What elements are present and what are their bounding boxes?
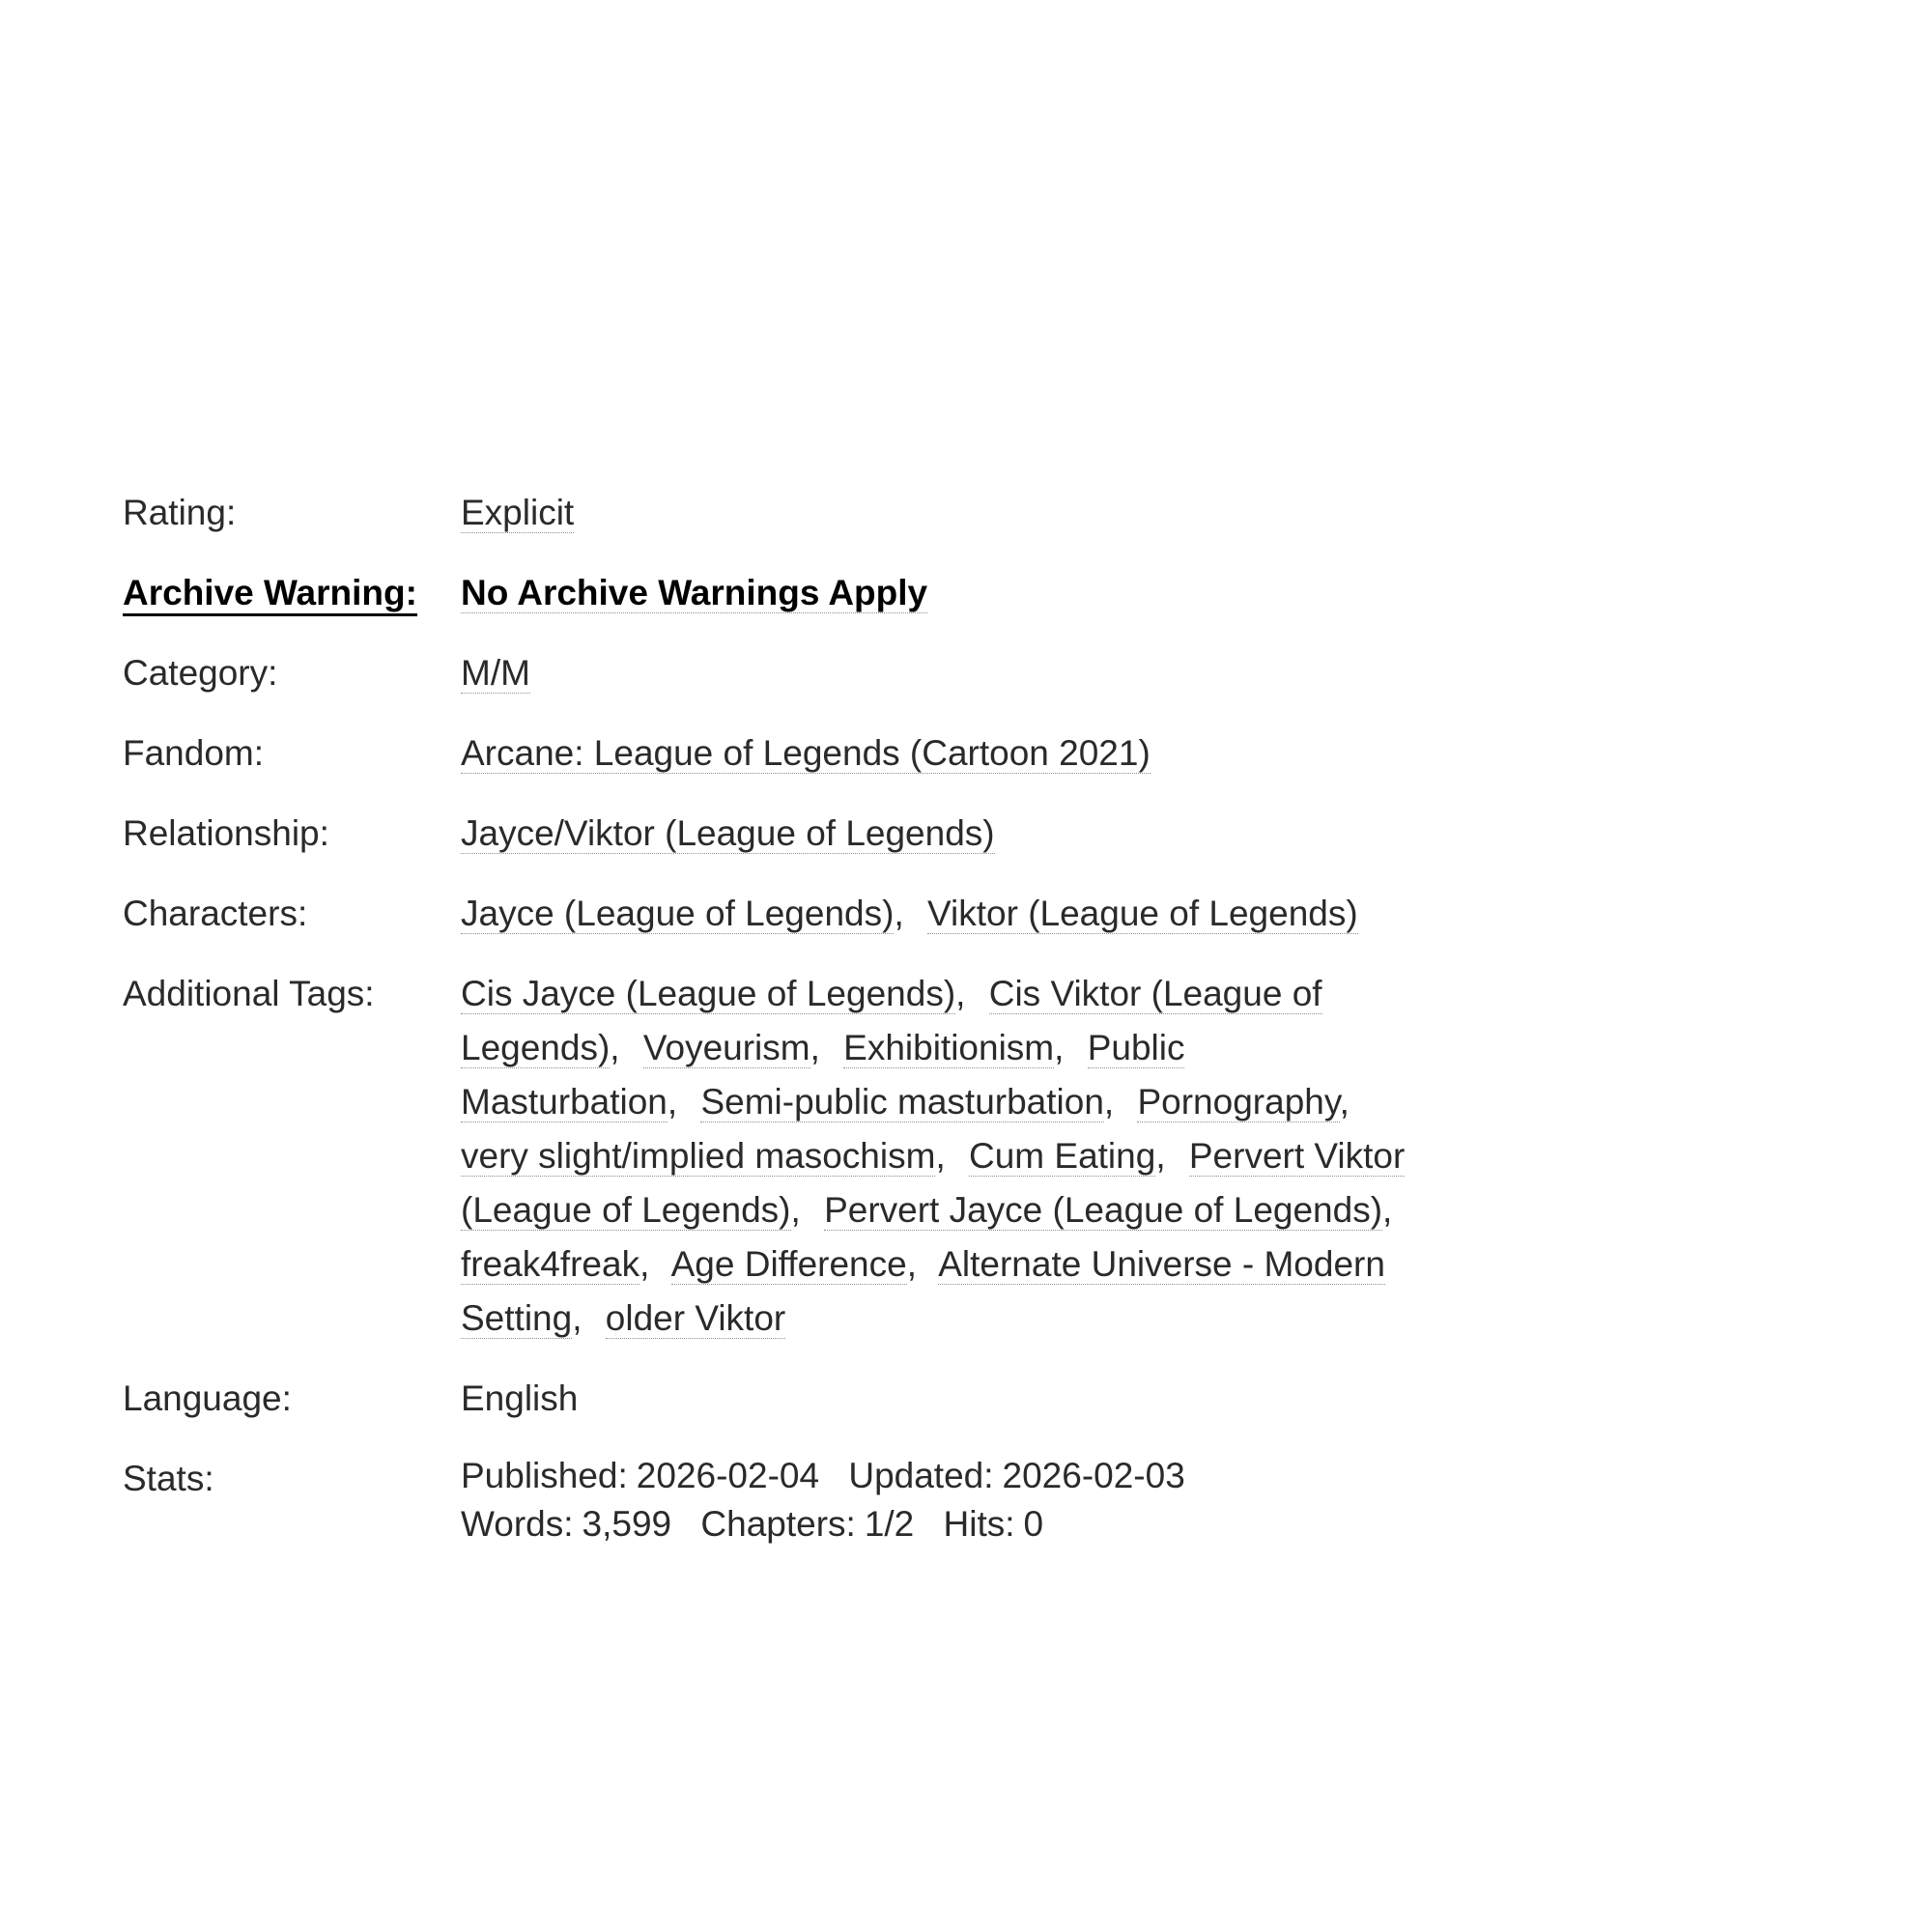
tag-separator: ,: [894, 894, 904, 933]
stat-value: 2026-02-04: [636, 1456, 820, 1495]
stat-pair: [461, 1452, 819, 1500]
meta-label-language-text: Language:: [123, 1378, 292, 1418]
tag-link[interactable]: Public Masturbation: [461, 1028, 1185, 1122]
meta-label-relationship: [123, 807, 461, 861]
tag-separator: ,: [935, 1136, 946, 1176]
meta-label-archive-warning-text: Archive Warning:: [123, 573, 417, 616]
meta-label-category: [123, 646, 461, 700]
meta-value-archive-warning: [461, 566, 1417, 620]
stat-label: Published:: [461, 1456, 628, 1495]
meta-value-language: English: [461, 1378, 579, 1418]
tag-separator: ,: [955, 974, 966, 1013]
meta-label-language: [123, 1372, 461, 1426]
tag-separator: ,: [639, 1244, 650, 1284]
tag-link[interactable]: Viktor (League of Legends): [927, 894, 1358, 933]
meta-label-additional-tags-text: Additional Tags:: [123, 974, 375, 1013]
stat-value: 1/2: [864, 1504, 915, 1544]
stat-pair: [700, 1500, 914, 1548]
meta-label-additional-tags: [123, 967, 461, 1346]
meta-label-rating-text: Rating:: [123, 493, 237, 532]
stat-label: Updated:: [848, 1456, 994, 1495]
meta-label-fandom-text: Fandom:: [123, 733, 265, 773]
tag-separator: ,: [610, 1028, 620, 1067]
tag-link[interactable]: very slight/implied masochism: [461, 1136, 936, 1176]
tag-link[interactable]: Cum Eating: [969, 1136, 1156, 1176]
meta-label-stats-text: Stats:: [123, 1459, 214, 1498]
meta-value-relationship: [461, 807, 1417, 861]
tag-link[interactable]: Pornography: [1137, 1082, 1340, 1122]
tag-link[interactable]: freak4freak: [461, 1244, 640, 1284]
meta-label-rating: [123, 486, 461, 540]
tag-link[interactable]: Age Difference: [670, 1244, 907, 1284]
stat-pair: [848, 1452, 1184, 1500]
tag-separator: ,: [1339, 1082, 1350, 1122]
tag-separator: ,: [1155, 1136, 1166, 1176]
meta-value-additional-tags: [461, 967, 1417, 1346]
tag-separator: ,: [790, 1190, 801, 1230]
work-meta-block: [123, 486, 1417, 1548]
tag-separator: ,: [667, 1082, 678, 1122]
tag-link[interactable]: Jayce/Viktor (League of Legends): [461, 813, 995, 853]
stat-value: 3,599: [582, 1504, 672, 1544]
stat-pair: [944, 1500, 1044, 1548]
stat-value: 0: [1023, 1504, 1044, 1544]
tag-separator: ,: [572, 1298, 582, 1338]
tag-link[interactable]: Pervert Viktor (League of Legends): [461, 1136, 1406, 1230]
meta-label-characters: [123, 887, 461, 941]
tag-link[interactable]: Jayce (League of Legends): [461, 894, 895, 933]
tag-link[interactable]: Semi-public masturbation: [700, 1082, 1104, 1122]
meta-label-stats: [123, 1452, 461, 1548]
meta-label-relationship-text: Relationship:: [123, 813, 329, 853]
stat-pair: [461, 1500, 671, 1548]
tag-link[interactable]: No Archive Warnings Apply: [461, 573, 928, 612]
meta-label-fandom: [123, 726, 461, 781]
tag-link[interactable]: Pervert Jayce (League of Legends): [824, 1190, 1383, 1230]
tag-separator: ,: [906, 1244, 917, 1284]
tag-link[interactable]: older Viktor: [605, 1298, 786, 1338]
meta-value-characters: [461, 887, 1417, 941]
stat-label: Hits:: [943, 1504, 1015, 1544]
meta-value-fandom: [461, 726, 1417, 781]
meta-value-category: [461, 646, 1417, 700]
tag-separator: ,: [1103, 1082, 1115, 1122]
tag-link[interactable]: M/M: [461, 653, 530, 693]
tag-link[interactable]: Cis Jayce (League of Legends): [461, 974, 956, 1013]
tag-separator: ,: [810, 1028, 820, 1067]
tag-link[interactable]: Cis Viktor (League of Legends): [461, 974, 1322, 1067]
tag-link[interactable]: Exhibitionism: [843, 1028, 1055, 1067]
meta-label-category-text: Category:: [123, 653, 278, 693]
tag-link[interactable]: Arcane: League of Legends (Cartoon 2021): [461, 733, 1151, 773]
stat-value: 2026-02-03: [1002, 1456, 1185, 1495]
tag-link[interactable]: Alternate Universe - Modern Setting: [461, 1244, 1385, 1338]
stat-label: Chapters:: [700, 1504, 856, 1544]
stat-label: Words:: [461, 1504, 574, 1544]
tag-separator: ,: [1382, 1190, 1393, 1230]
meta-value-rating: [461, 486, 1417, 540]
meta-label-archive-warning: [123, 566, 461, 620]
meta-value-stats: [461, 1452, 1417, 1548]
tag-link[interactable]: Explicit: [461, 493, 575, 532]
meta-label-characters-text: Characters:: [123, 894, 308, 933]
tag-separator: ,: [1054, 1028, 1065, 1067]
tag-link[interactable]: Voyeurism: [642, 1028, 810, 1067]
